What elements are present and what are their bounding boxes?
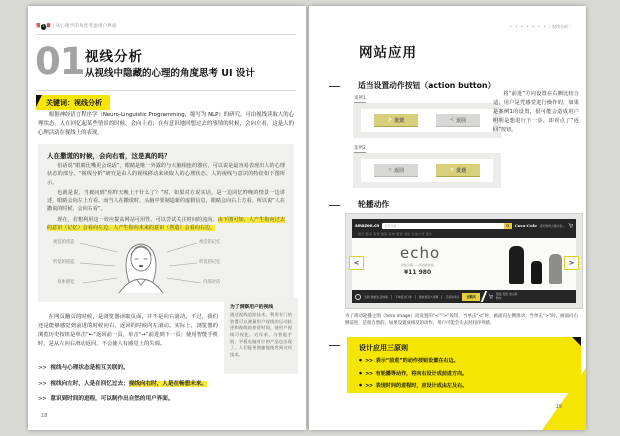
search-button[interactable] bbox=[504, 223, 512, 229]
search-placeholder: 全部分类 bbox=[384, 223, 397, 228]
action-section-note: 将“前进”方向设置在右侧比较合适，用户是凭感觉进行操作的，如果是案例1的设置，很可能会造成用户明明是想进行下一步，却误点了“返回”按钮。 bbox=[493, 91, 579, 134]
takeaway-marker: >> bbox=[38, 365, 47, 371]
takeaway-item bbox=[38, 394, 296, 402]
page-title: 网站应用 bbox=[359, 45, 417, 61]
case1-example bbox=[353, 103, 501, 138]
send-button[interactable] bbox=[436, 164, 480, 177]
principle-marker: >> bbox=[365, 370, 373, 377]
carousel-next-button[interactable]: > bbox=[564, 256, 579, 270]
section-dash bbox=[329, 205, 340, 206]
cart-icon[interactable] bbox=[568, 223, 573, 228]
back-button[interactable] bbox=[436, 114, 480, 127]
takeaway-marker: >> bbox=[38, 396, 47, 402]
hero-banner bbox=[352, 238, 576, 290]
bullet-dot-icon: ● bbox=[359, 383, 363, 387]
running-header bbox=[36, 23, 296, 30]
coca-cola-logo: Coca·Cola bbox=[514, 223, 537, 228]
send-button-label: 发送 bbox=[394, 117, 405, 124]
echo-speakers-image bbox=[509, 246, 562, 284]
title-divider bbox=[36, 90, 296, 91]
principles-title: 设计应用三原则 bbox=[359, 344, 408, 352]
principle-marker: >> bbox=[365, 358, 373, 364]
right-page bbox=[309, 6, 586, 430]
intro-paragraph: 根据神经语言程序学（Neuro-Linguistic Programming，缩写为 NLP）的研究，可由视线读取人的心理状态。人在回忆起某些情景的时候，会向上看；在有意识地回想过去的事情的时候，会向左看，这是人的心理活动在视线上的表现。 bbox=[38, 112, 294, 137]
diagram-label-visual-create: 视觉的创造 bbox=[53, 240, 75, 245]
section-name: ｜视线分析｜ bbox=[548, 24, 572, 29]
product-price: ¥11 980 bbox=[404, 269, 432, 276]
face-illustration bbox=[109, 235, 173, 293]
carousel-caption: 为了滑动轮播主图（hero image）而设置的“<”“>”按钮，当单击“<”时，画面向左侧滑动；当单击“>”时，画面向右侧前进，是很自然的。如果设置成相反的动作，用户可能会失去时间序列感。 bbox=[345, 314, 578, 327]
bottom-col-3: 只需动动口 bbox=[441, 295, 459, 299]
question-box-para1: 俗话说“眼睛比嘴更会说话”，眼睛是唯一外露的与大脑相连的器官，可以说是最容易表现出人的心理状态的部分。“视线分析”研究是由人的视线移动来读取人的心理状态。人的视线与意识的特征如下图所示。 bbox=[47, 163, 285, 186]
book-title: 从心理学的角度考虑用户界面 bbox=[55, 24, 117, 29]
diagram-label-body-sense: 身体感觉 bbox=[57, 280, 75, 285]
takeaway-text: 视线向左时，人是在回忆过去； bbox=[50, 380, 129, 387]
product-name: echo bbox=[400, 244, 441, 262]
lesson-number: 01 bbox=[35, 40, 85, 83]
case1-label: 案例1 bbox=[354, 96, 366, 101]
takeaway-item bbox=[38, 363, 296, 371]
keyword-tag: 关键词：视线分析 bbox=[36, 95, 110, 110]
carousel-section-title: 轮播动作 bbox=[358, 200, 390, 209]
principle-item bbox=[359, 382, 569, 389]
header-separator: ｜ bbox=[50, 24, 56, 29]
bullet-dot-icon: ● bbox=[359, 358, 363, 362]
para3-highlight: 由下图可知，人产生指向过去的意识（记忆）会看向左边，人产生指向未来的意识（创造）会看向右边。 bbox=[47, 216, 285, 231]
bottom-brand-text: 全新·智能生活体验 bbox=[364, 294, 389, 299]
promo-text: 海外购物火爆来袭— bbox=[539, 223, 565, 228]
principle-text: 有轮播等动作，将向右设计成前进方向。 bbox=[375, 370, 468, 377]
lesson-title: 视线分析 bbox=[85, 49, 143, 65]
forward-arrow-icon: > bbox=[387, 117, 393, 123]
search-input[interactable] bbox=[382, 223, 511, 229]
question-box-para3 bbox=[47, 216, 285, 233]
page-number: 19 bbox=[555, 404, 562, 410]
takeaway-text: 视线与心理状态是相互关联的。 bbox=[50, 365, 129, 371]
speaker-gray bbox=[549, 254, 562, 284]
para3-lead: 现在，若想利用这一效应提高网站可用性，可以尝试关注时间的流向。 bbox=[57, 216, 218, 223]
send-button-label: 发送 bbox=[456, 167, 467, 174]
product-tagline: 智能音箱——科技新体验 bbox=[401, 263, 435, 267]
forward-arrow-icon: > bbox=[449, 167, 455, 173]
action-section-title: 适当设置动作按钮（action button） bbox=[358, 81, 496, 90]
left-page bbox=[28, 6, 306, 430]
search-icon bbox=[506, 224, 510, 228]
diagram-label-audio-create: 听觉的创造 bbox=[53, 260, 75, 265]
amazon-nav-row bbox=[352, 219, 576, 231]
diagonal-divider bbox=[481, 291, 487, 302]
back-button-label: 返回 bbox=[394, 167, 405, 174]
principle-marker: >> bbox=[365, 383, 373, 389]
case2-panel bbox=[361, 159, 493, 182]
case1-panel bbox=[361, 109, 493, 132]
case2-example bbox=[353, 153, 501, 188]
speaker-black-tall bbox=[509, 246, 524, 284]
add-to-cart-text[interactable]: 现货·发售 加入购物车 bbox=[496, 292, 518, 300]
speaker-black-small bbox=[531, 261, 542, 284]
section-dash bbox=[329, 345, 340, 346]
amazon-category-links[interactable]: 首页 图书 音像 数码 家电 服饰 美妆 运动户外 更多 bbox=[358, 232, 433, 236]
amazon-carousel-screenshot bbox=[345, 213, 583, 309]
lesson-subtitle: 从视线中隐藏的心理的角度思考 UI 设计 bbox=[85, 68, 255, 79]
amazon-top-bar bbox=[352, 219, 576, 238]
takeaway-highlight: 视线向右时，人是在畅想未来。 bbox=[128, 380, 208, 387]
amazon-logo: amazon.cn bbox=[355, 223, 380, 228]
header-dots: • • • • • • • bbox=[509, 24, 547, 29]
bottom-col-1: 下单直达订单 bbox=[391, 295, 412, 299]
principle-item bbox=[359, 370, 569, 377]
closing-paragraph: 在网页翻页的时候，是浏览器读取页面，并不是向右滚动。不过，我们还是能够感觉到前进的时候向右，返回的时候向左滚动。实际上，浏览器的浏览历史按钮是单击“←”返回前一页，单击“→”前进到下一页；使用智能手机时，是从左向右滑动返回，不会使人有感觉上的失调。 bbox=[38, 314, 218, 347]
header-divider bbox=[36, 34, 296, 35]
send-button[interactable] bbox=[374, 114, 418, 127]
chapter-number-badge: 1 bbox=[42, 24, 45, 28]
back-button-label: 返回 bbox=[456, 117, 467, 124]
back-button[interactable] bbox=[374, 164, 418, 177]
question-box-para2: 也就是说，当被问到“你昨天晚上干什么了？”时，如果对方说实话，是一边回忆昨晚的情景一边讲述，眼睛会向左上方看。而当人在撒谎时，头脑中要制造新的虚假信息，眼睛会向右上方看。所以说“人在撒谎的时候，会向右看”。 bbox=[47, 189, 285, 213]
chapter-label-pre: 第 bbox=[36, 24, 41, 29]
diagram-label-inner-dialog: 内部对话 bbox=[203, 280, 221, 285]
cart-icon bbox=[488, 294, 493, 299]
principle-text: 表示“前进”的动作按钮设置在右边。 bbox=[375, 358, 459, 364]
diagram-label-audio-memory: 听觉的记忆 bbox=[199, 260, 221, 265]
running-header bbox=[510, 24, 572, 30]
takeaway-item bbox=[38, 379, 296, 387]
takeaway-text: 意识到时间的进程，可以制作出自然的用户界面。 bbox=[50, 396, 174, 402]
page-number: 18 bbox=[41, 413, 48, 419]
amazon-bottom-bar bbox=[352, 290, 576, 303]
principle-text: 表现时间的进程时，应设计成由左及右。 bbox=[375, 383, 468, 389]
bottom-col-2: 智能语音大屏幕 bbox=[415, 295, 439, 299]
buy-button[interactable]: 去购买 bbox=[462, 293, 480, 301]
principle-item bbox=[359, 357, 569, 364]
question-box bbox=[38, 144, 294, 302]
takeaway-list bbox=[38, 363, 296, 410]
carousel-prev-button[interactable]: < bbox=[349, 256, 364, 270]
side-tip-title: 为了洞察用户的视线 bbox=[230, 305, 274, 310]
back-arrow-icon: < bbox=[387, 167, 393, 173]
chapter-label-post: 章 bbox=[46, 24, 51, 29]
gaze-diagram bbox=[47, 235, 285, 293]
bullet-dot-icon: ● bbox=[359, 370, 363, 375]
section-dash bbox=[329, 86, 340, 87]
takeaway-marker: >> bbox=[38, 380, 47, 387]
corner-accent-triangle bbox=[542, 368, 586, 430]
case2-label: 案例2 bbox=[354, 146, 366, 151]
diagram-label-visual-memory: 视觉的记忆 bbox=[199, 240, 221, 245]
echo-ring-icon bbox=[355, 294, 361, 300]
question-box-title: 人在撒谎的时候，会向右看，这是真的吗？ bbox=[47, 152, 171, 160]
side-tip-text: 通过视线追踪技术，利用专门的装置可以测量用户视线的运动轨迹和视线的停留时间，使用户视线可视化。近年来，与智能手机、平板电脑对应的产品也出现了，人们能更便捷地使用到这项技术。 bbox=[230, 312, 292, 357]
back-arrow-icon: < bbox=[449, 117, 455, 123]
